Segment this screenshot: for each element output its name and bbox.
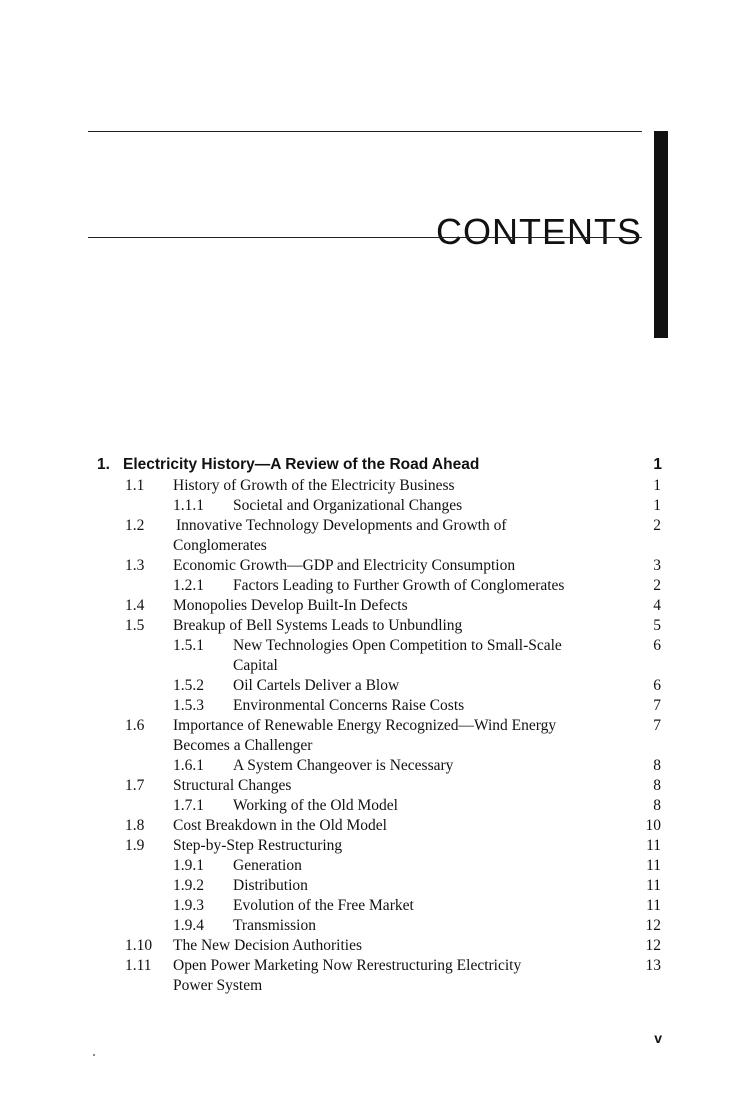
entry-number: 1.9.2	[173, 877, 204, 894]
entry-title: New Technologies Open Competition to Small-Scale	[233, 637, 562, 654]
entry-number: 1.5.2	[173, 677, 204, 694]
entry-page: 6	[653, 677, 661, 694]
entry-title: Importance of Renewable Energy Recognized—Wind Energy	[173, 717, 557, 734]
entry-number: 1.2.1	[173, 577, 204, 594]
entry-number: 1.1	[125, 477, 145, 494]
entry-title: Step-by-Step Restructuring	[173, 837, 343, 854]
chapter-heading[interactable]	[97, 456, 662, 476]
entry-title: Factors Leading to Further Growth of Conglomerates	[233, 577, 565, 594]
entry-title: Oil Cartels Deliver a Blow	[233, 677, 400, 694]
entry-page: 8	[653, 797, 661, 814]
entry-page: 1	[653, 477, 661, 494]
entry-number: 1.9	[125, 837, 145, 854]
entry-number: 1.5.1	[173, 637, 204, 654]
scan-speck	[93, 1054, 95, 1056]
entry-title: Innovative Technology Developments and Growth of	[176, 517, 507, 534]
entry-page: 5	[653, 617, 661, 634]
entry-title-continued: Power System	[173, 977, 263, 994]
bottom-rule	[88, 237, 642, 238]
entry-page: 11	[646, 897, 661, 914]
entry-page: 1	[653, 497, 661, 514]
chapter-number: 1.	[97, 456, 110, 473]
entry-number: 1.5.3	[173, 697, 204, 714]
entry-title: Transmission	[233, 917, 316, 934]
entry-title-continued: Conglomerates	[173, 537, 267, 554]
entry-title: Generation	[233, 857, 302, 874]
entry-title: Distribution	[233, 877, 308, 894]
entry-title: Cost Breakdown in the Old Model	[173, 817, 387, 834]
entry-title: History of Growth of the Electricity Business	[173, 477, 455, 494]
entry-title: Monopolies Develop Built-In Defects	[173, 597, 408, 614]
entry-page: 8	[653, 757, 661, 774]
entry-page: 13	[645, 957, 661, 974]
entry-number: 1.6.1	[173, 757, 204, 774]
entry-page: 11	[646, 837, 661, 854]
entry-page: 12	[645, 917, 661, 934]
entry-number: 1.1.1	[173, 497, 204, 514]
entry-title-continued: Capital	[233, 657, 278, 674]
entry-number: 1.6	[125, 717, 145, 734]
page-folio: v	[654, 1030, 662, 1046]
entry-number: 1.7	[125, 777, 145, 794]
entry-page: 7	[653, 717, 661, 734]
entry-title: The New Decision Authorities	[173, 937, 362, 954]
entry-page: 7	[653, 697, 661, 714]
chapter-title: Electricity History—A Review of the Road Ahead	[123, 456, 480, 473]
chapter-page: 1	[653, 456, 662, 473]
entry-number: 1.3	[125, 557, 145, 574]
entry-number: 1.9.4	[173, 917, 204, 934]
entry-title: A System Changeover is Necessary	[233, 757, 454, 774]
entry-page: 2	[653, 577, 661, 594]
entry-title: Economic Growth—GDP and Electricity Consumption	[173, 557, 516, 574]
entry-page: 8	[653, 777, 661, 794]
entry-title: Societal and Organizational Changes	[233, 497, 463, 514]
entry-page: 10	[645, 817, 661, 834]
entry-title: Structural Changes	[173, 777, 292, 794]
entry-number: 1.9.3	[173, 897, 204, 914]
entry-page: 11	[646, 857, 661, 874]
entry-title-continued: Becomes a Challenger	[173, 737, 313, 754]
entry-page: 3	[653, 557, 661, 574]
page-title: CONTENTS	[436, 211, 642, 253]
entry-number: 1.11	[125, 957, 152, 974]
top-rule	[88, 131, 642, 132]
entry-page: 6	[653, 637, 661, 654]
thumb-tab	[654, 131, 668, 338]
entry-number: 1.7.1	[173, 797, 204, 814]
entry-number: 1.9.1	[173, 857, 204, 874]
entry-title: Working of the Old Model	[233, 797, 398, 814]
entry-number: 1.10	[125, 937, 153, 954]
entry-page: 11	[646, 877, 661, 894]
entry-title: Environmental Concerns Raise Costs	[233, 697, 465, 714]
entry-number: 1.8	[125, 817, 145, 834]
entry-title: Evolution of the Free Market	[233, 897, 414, 914]
entry-page: 2	[653, 517, 661, 534]
entry-page: 12	[645, 937, 661, 954]
entry-number: 1.2	[125, 517, 145, 534]
entry-page: 4	[653, 597, 661, 614]
entry-number: 1.5	[125, 617, 145, 634]
entry-number: 1.4	[125, 597, 145, 614]
entry-title: Open Power Marketing Now Rerestructuring Electricity	[173, 957, 522, 974]
entry-title: Breakup of Bell Systems Leads to Unbundling	[173, 617, 463, 634]
